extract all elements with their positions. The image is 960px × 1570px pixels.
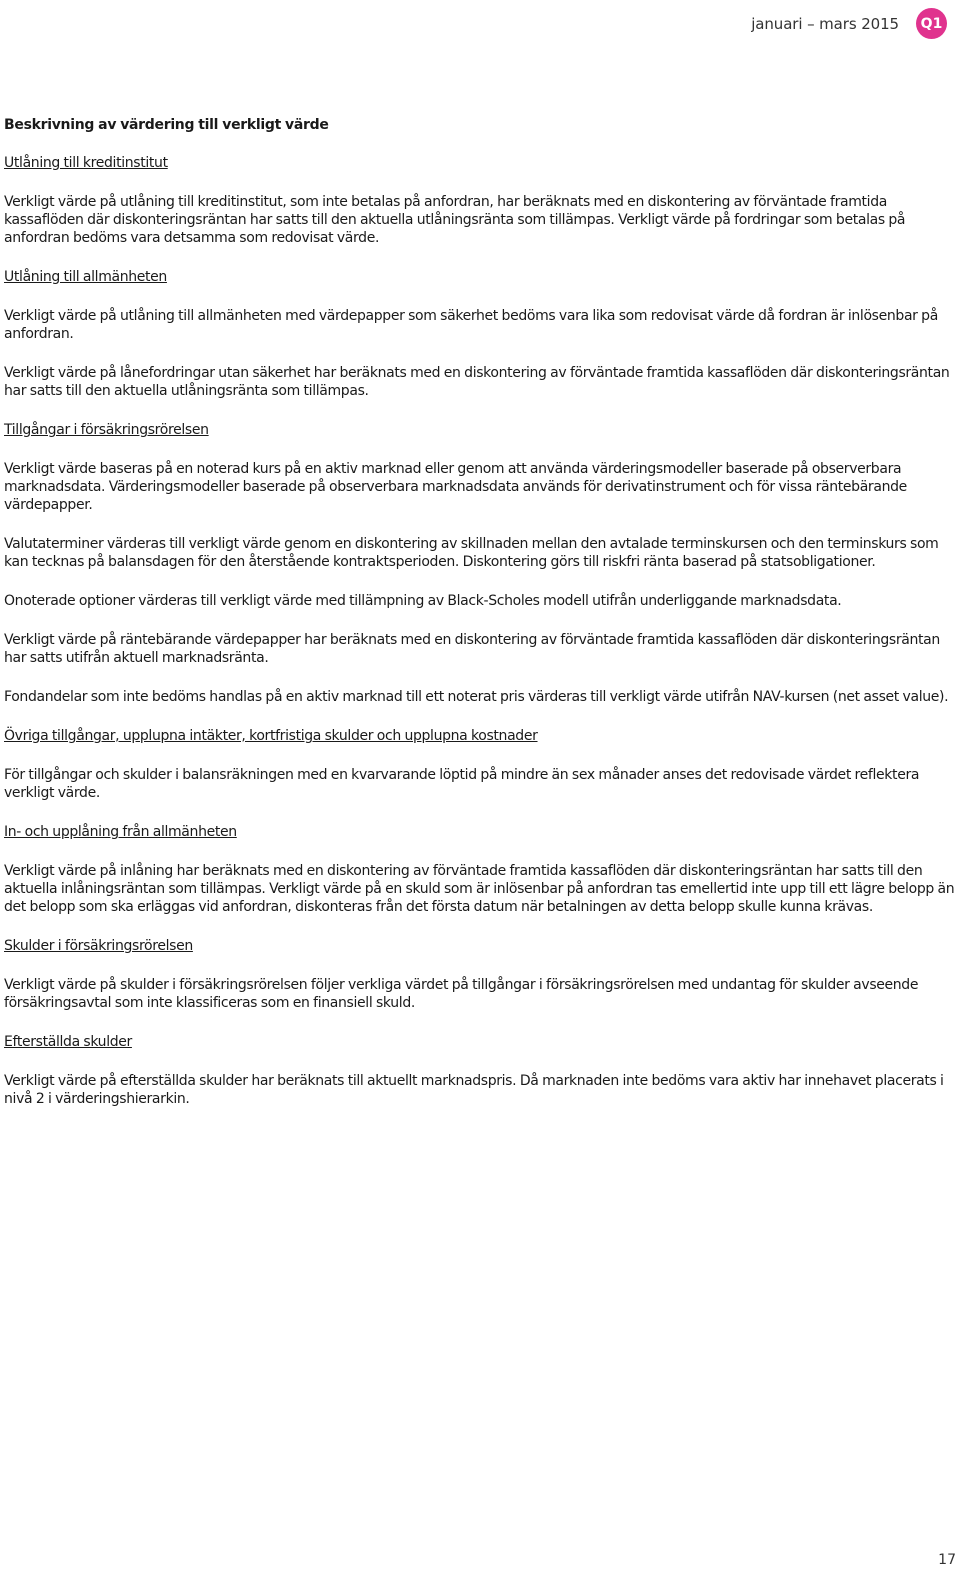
paragraph: Verkligt värde på efterställda skulder har beräknats till aktuellt marknadspris. Då marknaden inte bedöms vara aktiv har innehavet placerats i nivå 2 i värderingshierarkin. xyxy=(4,1073,944,1107)
section-heading-skulder-forsakring: Skulder i försäkringsrörelsen xyxy=(4,938,193,954)
section-heading-forsakringsrorelsen-tillgangar: Tillgångar i försäkringsrörelsen xyxy=(4,422,209,438)
paragraph: Verkligt värde på skulder i försäkringsrörelsen följer verkliga värdet på tillgångar i försäkringsrörelsen med undantag för skulder avseende försäkringsavtal som inte klassificeras som en finansiell skuld. xyxy=(4,977,919,1011)
paragraph: Verkligt värde på inlåning har beräknats med en diskontering av förväntade framtida kassaflöden där diskonteringsräntan har satts till den aktuella inlåningsräntan som tillämpas. Verkligt värde på en skuld som är inlösenbar på anfordran tas emellertid inte upp till ett lägre belopp än det belopp som ska erläggas vid anfordran, diskonteras från det första datum när betalningen av detta belopp skulle kunna krävas. xyxy=(4,863,955,915)
section-heading-allmanheten: Utlåning till allmänheten xyxy=(4,269,167,285)
paragraph: Onoterade optioner värderas till verkligt värde med tillämpning av Black-Scholes modell utifrån underliggande marknadsdata. xyxy=(4,593,842,609)
report-period: januari – mars 2015 xyxy=(751,14,899,33)
paragraph: Valutaterminer värderas till verkligt värde genom en diskontering av skillnaden mellan den avtalade terminskursen och den terminskurs som kan tecknas på balansdagen för den återstående kontraktsperioden. Diskontering görs till riskfri ränta baserad på statsobligationer. xyxy=(4,536,939,570)
section-heading-ovriga-tillgangar: Övriga tillgångar, upplupna intäkter, kortfristiga skulder och upplupna kostnader xyxy=(4,728,538,744)
paragraph: Fondandelar som inte bedöms handlas på en aktiv marknad till ett noterat pris värderas till verkligt värde utifrån NAV-kursen (net asset value). xyxy=(4,689,949,705)
section-heading-inlaning: In- och upplåning från allmänheten xyxy=(4,824,237,840)
quarter-badge: Q1 xyxy=(916,8,947,39)
page-title: Beskrivning av värdering till verkligt värde xyxy=(4,117,329,133)
paragraph: Verkligt värde på utlåning till kreditinstitut, som inte betalas på anfordran, har beräknats med en diskontering av förväntade framtida kassaflöden där diskonteringsräntan har satts till den aktuella utlåningsränta som tillämpas. Verkligt värde på fordringar som betalas på anfordran bedöms vara detsamma som redovisat värde. xyxy=(4,194,906,246)
section-heading-efterstallda-skulder: Efterställda skulder xyxy=(4,1034,132,1050)
document-body xyxy=(4,116,956,1129)
paragraph: Verkligt värde på räntebärande värdepapper har beräknats med en diskontering av förväntade framtida kassaflöden där diskonteringsräntan har satts utifrån aktuell marknadsränta. xyxy=(4,632,940,666)
page-header xyxy=(751,8,947,39)
section-heading-kreditinstitut: Utlåning till kreditinstitut xyxy=(4,155,168,171)
paragraph: Verkligt värde på lånefordringar utan säkerhet har beräknats med en diskontering av förväntade framtida kassaflöden där diskonteringsräntan har satts till den aktuella utlåningsränta som tillämpas. xyxy=(4,365,950,399)
paragraph: För tillgångar och skulder i balansräkningen med en kvarvarande löptid på mindre än sex månader anses det redovisade värdet reflektera verkligt värde. xyxy=(4,767,920,801)
page-number: 17 xyxy=(938,1552,956,1568)
paragraph: Verkligt värde på utlåning till allmänheten med värdepapper som säkerhet bedöms vara lika som redovisat värde då fordran är inlösenbar på anfordran. xyxy=(4,308,938,342)
paragraph: Verkligt värde baseras på en noterad kurs på en aktiv marknad eller genom att använda värderingsmodeller baserade på observerbara marknadsdata. Värderingsmodeller baserade på observerbara marknadsdata används för derivatinstrument och för vissa räntebärande värdepapper. xyxy=(4,461,907,513)
